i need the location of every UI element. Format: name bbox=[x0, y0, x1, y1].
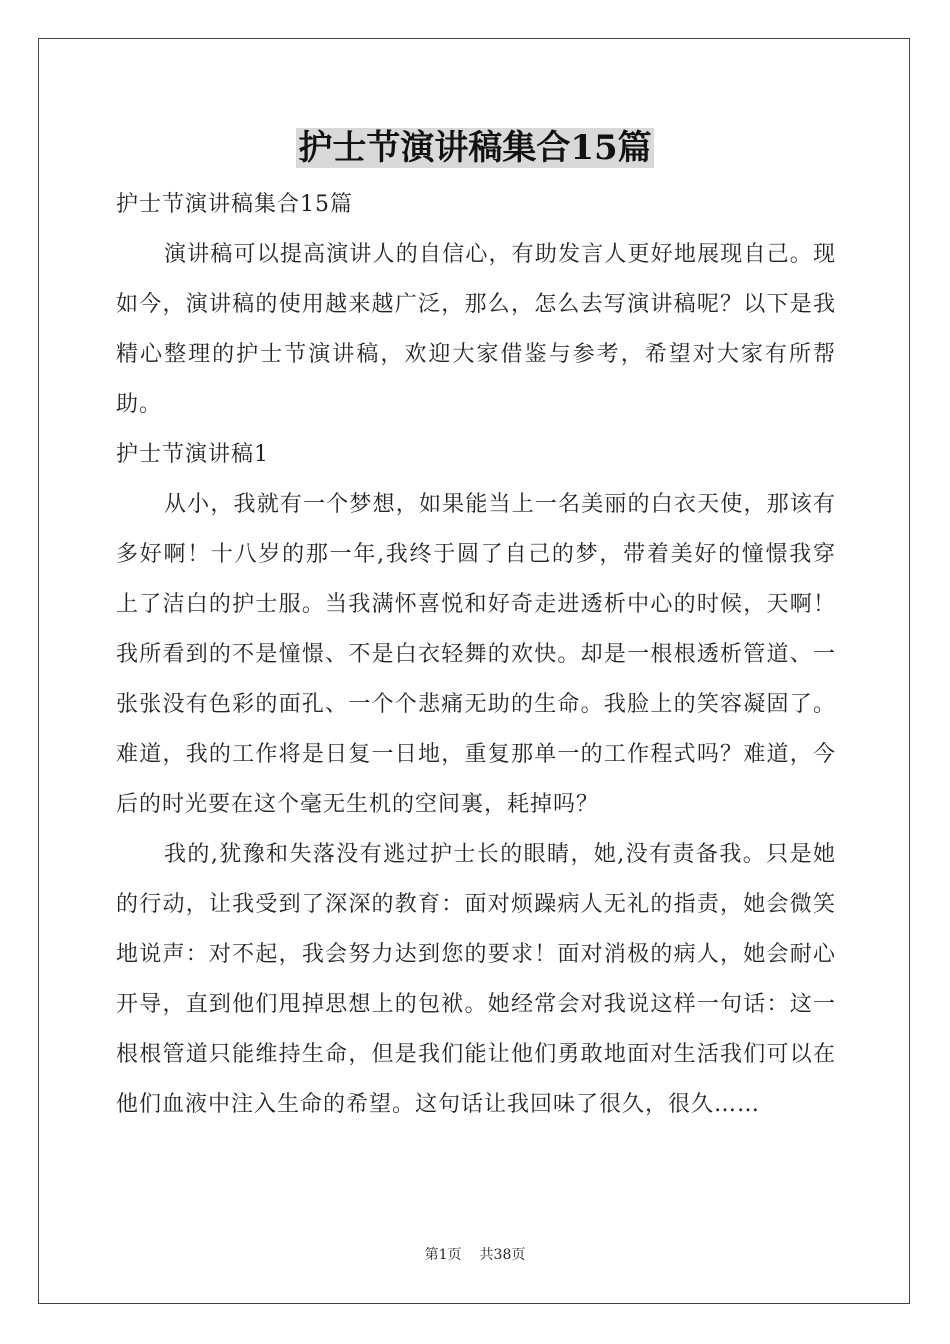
paragraph-heading: 护士节演讲稿集合15篇 bbox=[116, 192, 353, 217]
document-title-text: 护士节演讲稿集合15篇 bbox=[298, 128, 652, 168]
page-total: 共38页 bbox=[479, 1247, 526, 1263]
page-number: 第1页 bbox=[424, 1247, 462, 1263]
page-footer bbox=[0, 1244, 950, 1264]
paragraph-body: 我的,犹豫和失落没有逃过护士长的眼睛，她,没有责备我。只是她的行动，让我受到了深深的教育：面对烦躁病人无礼的指责，她会微笑地说声：对不起，我会努力达到您的要求！面对消极的病人，她会耐心开导，直到他们甩掉思想上的包袱。她经常会对我说这样一句话：这一根根管道只能维持生命，但是我们能让他们勇敢地面对生活我们可以在他们血液中注入生命的希望。这句话让我回味了很久，很久…… bbox=[116, 842, 836, 1117]
document-body bbox=[116, 180, 836, 1130]
paragraph-body: 从小，我就有一个梦想，如果能当上一名美丽的白衣天使，那该有多好啊！十八岁的那一年,我终于圆了自己的梦，带着美好的憧憬我穿上了洁白的护士服。当我满怀喜悦和好奇走进透析中心的时候，天啊！我所看到的不是憧憬、不是白衣轻舞的欢快。却是一根根透析管道、一张张没有色彩的面孔、一个个悲痛无助的生命。我脸上的笑容凝固了。难道，我的工作将是日复一日地，重复那单一的工作程式吗？难道，今后的时光要在这个毫无生机的空间裏，耗掉吗？ bbox=[116, 492, 836, 817]
paragraph-heading: 护士节演讲稿1 bbox=[116, 442, 269, 467]
paragraph-body: 演讲稿可以提高演讲人的自信心，有助发言人更好地展现自己。现如今，演讲稿的使用越来越广泛，那么，怎么去写演讲稿呢？以下是我精心整理的护士节演讲稿，欢迎大家借鉴与参考，希望对大家有所帮助。 bbox=[116, 242, 836, 417]
document-title bbox=[0, 124, 950, 172]
